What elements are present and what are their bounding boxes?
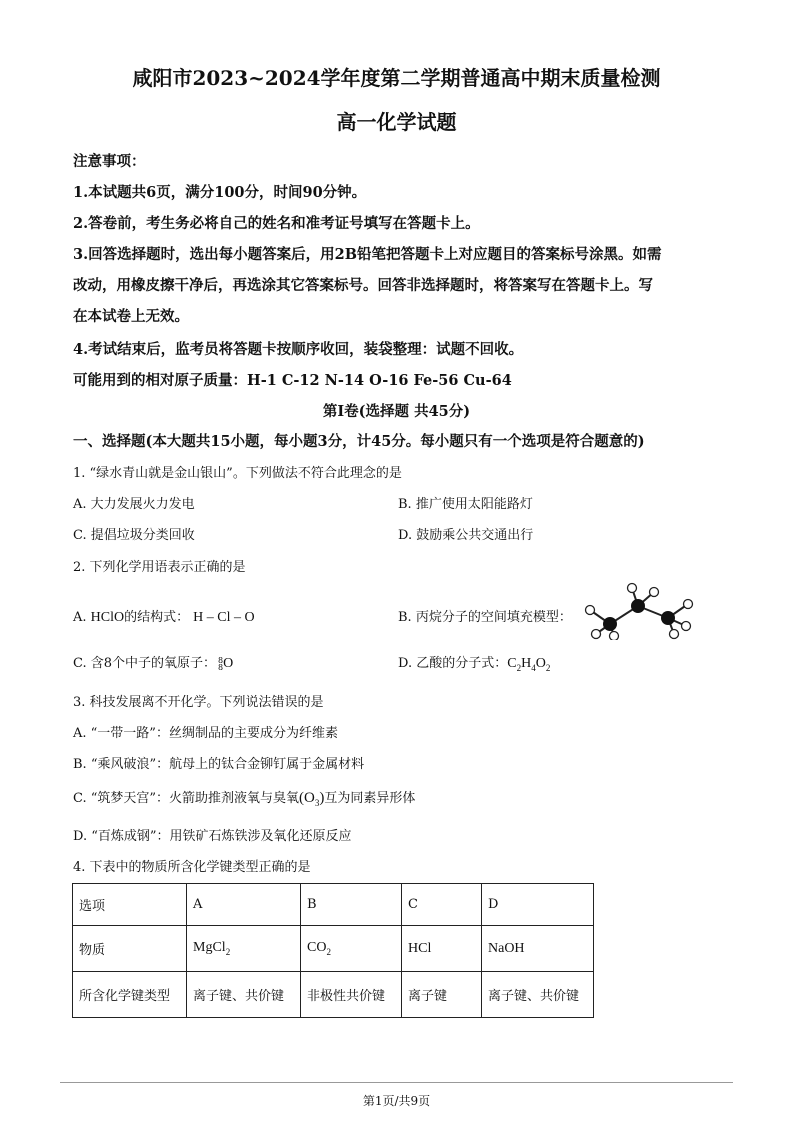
notice-item-2: 2.答卷前，考生务必将自己的姓名和准考证号填写在答题卡上。 bbox=[73, 215, 480, 232]
q2-option-b: B. 丙烷分子的空间填充模型： bbox=[398, 610, 572, 625]
q3-stem: 3. 科技发展离不开化学。下列说法错误的是 bbox=[73, 695, 324, 710]
q1-option-c: C. 提倡垃圾分类回收 bbox=[73, 528, 195, 543]
notice-item-3a: 3.回答选择题时，选出每小题答案后，用2B铅笔把答题卡上对应题目的答案标号涂黑。如需 bbox=[73, 246, 662, 263]
table-cell: 所含化学键类型 bbox=[73, 972, 187, 1018]
table-row bbox=[73, 972, 594, 1018]
page-number: 第1页/共9页 bbox=[362, 1094, 431, 1108]
part-heading: 一、选择题(本大题共15小题，每小题3分，计45分。每小题只有一个选项是符合题意的) bbox=[73, 433, 645, 450]
notice-item-3c: 在本试卷上无效。 bbox=[73, 308, 189, 325]
hclo-formula: HClO bbox=[90, 610, 125, 625]
table-cell: 离子键、共价键 bbox=[482, 972, 594, 1018]
table-cell: 离子键、共价键 bbox=[187, 972, 301, 1018]
q4-stem: 4. 下表中的物质所含化学键类型正确的是 bbox=[73, 860, 311, 875]
hclo-structure: H – Cl – O bbox=[193, 610, 255, 625]
notice-item-3b: 改动，用橡皮擦干净后，再选涂其它答案标号。回答非选择题时，将答案写在答题卡上。写 bbox=[73, 277, 653, 294]
q2-option-d: D. 乙酸的分子式：$C_2H_4O_2$ bbox=[398, 656, 551, 673]
propane-model-image bbox=[582, 582, 702, 640]
table-cell: HCl bbox=[402, 926, 482, 972]
q2-option-a: A. HClO的结构式： H – Cl – O bbox=[73, 610, 255, 625]
oxygen-symbol: O bbox=[223, 656, 234, 671]
q2-option-c: C. 含8个中子的氧原子： 8 8O bbox=[73, 655, 234, 672]
table-cell: B bbox=[301, 884, 402, 926]
bond-type-table bbox=[72, 883, 594, 1018]
table-cell: NaOH bbox=[482, 926, 594, 972]
volume-heading: 第I卷(选择题 共45分) bbox=[322, 403, 471, 420]
q1-stem: 1. “绿水青山就是金山银山”。下列做法不符合此理念的是 bbox=[73, 466, 402, 481]
notice-item-4: 4.考试结束后，监考员将答题卡按顺序收回，装袋整理：试题不回收。 bbox=[73, 341, 524, 358]
table-cell: MgCl$_2$ bbox=[187, 926, 301, 972]
table-cell: 选项 bbox=[73, 884, 187, 926]
table-cell: 物质 bbox=[73, 926, 187, 972]
notice-heading: 注意事项： bbox=[73, 153, 146, 170]
table-cell: 非极性共价键 bbox=[301, 972, 402, 1018]
q3-option-c: C. “筑梦天宫”：火箭助推剂液氧与臭氧$(O_3)$互为同素异形体 bbox=[73, 790, 416, 808]
q3-option-d: D. “百炼成钢”：用铁矿石炼铁涉及氧化还原反应 bbox=[73, 829, 352, 844]
table-cell: $CO_2$ bbox=[301, 926, 402, 972]
q1-option-d: D. 鼓励乘公共交通出行 bbox=[398, 528, 534, 543]
q1-option-b: B. 推广使用太阳能路灯 bbox=[398, 497, 533, 512]
q1-option-a: A. 大力发展火力发电 bbox=[73, 497, 195, 512]
notice-item-1: 1.本试题共6页，满分100分，时间90分钟。 bbox=[73, 184, 367, 201]
exam-title: 咸阳市2023~2024学年度第二学期普通高中期末质量检测 bbox=[132, 66, 661, 90]
table-cell: D bbox=[482, 884, 594, 926]
q3-option-a: A. “一带一路”：丝绸制品的主要成分为纤维素 bbox=[73, 726, 338, 741]
q2-stem: 2. 下列化学用语表示正确的是 bbox=[73, 560, 246, 575]
atomic-masses: 可能用到的相对原子质量：H-1 C-12 N-14 O-16 Fe-56 Cu-64 bbox=[73, 372, 512, 389]
footer-divider bbox=[60, 1082, 733, 1083]
acetic-acid-formula: $C_2H_4O_2$ bbox=[507, 656, 551, 673]
table-cell: 离子键 bbox=[402, 972, 482, 1018]
table-cell: A bbox=[187, 884, 301, 926]
table-row bbox=[73, 884, 594, 926]
exam-subtitle: 高一化学试题 bbox=[336, 110, 457, 134]
table-cell: C bbox=[402, 884, 482, 926]
q3-option-b: B. “乘风破浪”：航母上的钛合金铆钉属于金属材料 bbox=[73, 757, 365, 772]
table-row bbox=[73, 926, 594, 972]
